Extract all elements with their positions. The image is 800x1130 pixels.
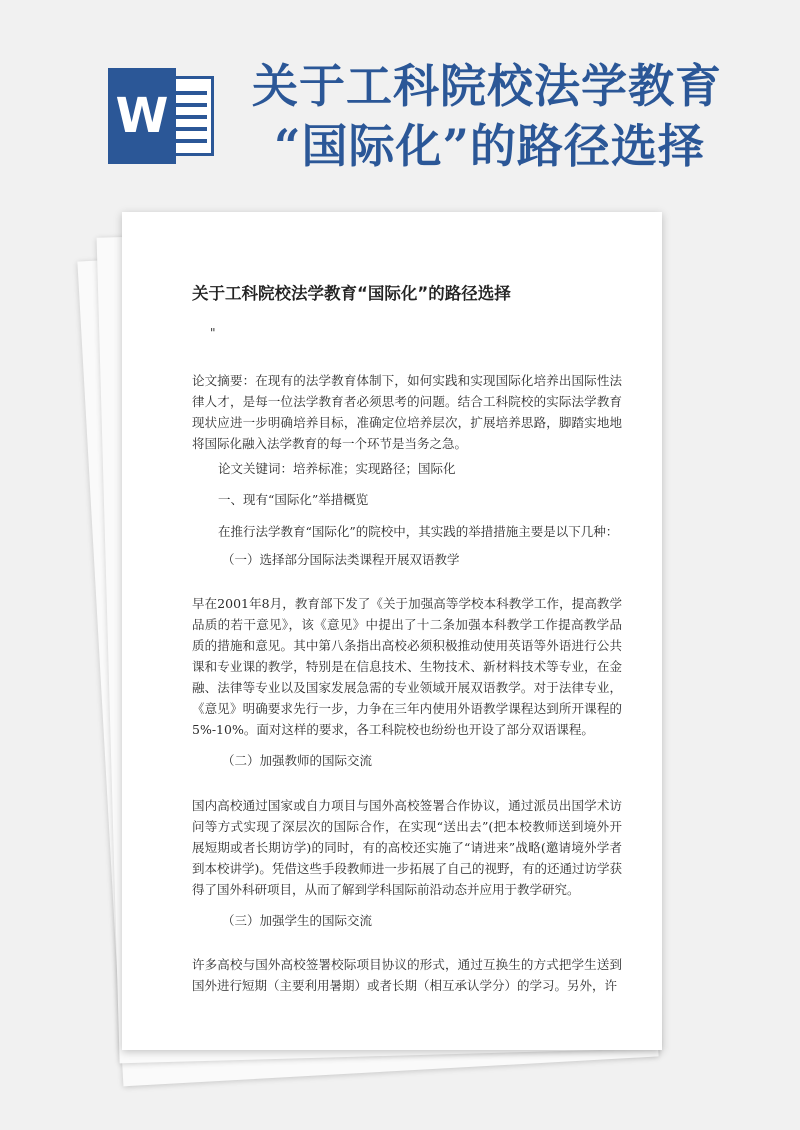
subsection3-heading: （三）加强学生的国际交流 (222, 913, 373, 928)
document-body (192, 282, 622, 996)
section1-intro: 在推行法学教育“国际化”的院校中，其实践的举措措施主要是以下几种： (218, 524, 619, 539)
word-logo-icon (108, 68, 218, 164)
subsection2-heading: （二）加强教师的国际交流 (222, 753, 373, 768)
stray-mark: " (210, 326, 216, 340)
banner-title-line1: 关于工科院校法学教育 (252, 59, 722, 113)
word-letter-box (108, 68, 176, 164)
document-page (122, 212, 662, 1050)
document-title: 关于工科院校法学教育“国际化”的路径选择 (192, 284, 511, 303)
abstract-paragraph: 论文摘要：在现有的法学教育体制下，如何实践和实现国际化培养出国际性法律人才，是每一位法学教育者必须思考的问题。结合工科院校的实际法学教育现状应进一步明确培养目标，准确定位培养层次，扩展培养思路，脚踏实地地将国际化融入法学教育的每一个环节是当务之急。 (192, 373, 622, 451)
banner-title (252, 56, 772, 176)
banner (0, 0, 800, 200)
banner-title-line2: “国际化”的路径选择 (274, 119, 705, 173)
subsection1-body: 早在2001年8月，教育部下发了《关于加强高等学校本科教学工作，提高教学品质的若干意见》，该《意见》中提出了十二条加强本科教学工作提高教学品质的措施和意见。其中第八条指出高校必须积极推动使用英语等外语进行公共课和专业课的教学，特别是在信息技术、生物技术、新材料技术等专业，在金融、法律等专业以及国家发展急需的专业领域开展双语教学。对于法律专业，《意见》明确要求先行一步，力争在三年内使用外语教学课程达到所开课程的5%-10%。面对这样的要求，各工科院校也纷纷也开设了部分双语课程。 (192, 596, 622, 737)
word-letter: W (115, 88, 169, 144)
keywords-line: 论文关键词：培养标准；实现路径；国际化 (218, 461, 456, 476)
subsection2-body: 国内高校通过国家或自力项目与国外高校签署合作协议，通过派员出国学术访问等方式实现了深层次的国际合作，在实现“送出去”(把本校教师送到境外开展短期或者长期访学)的同时，有的高校还实施了“请进来”战略(邀请境外学者到本校讲学)。凭借这些手段教师进一步拓展了自己的视野，有的还通过访学获得了国外科研项目，从而了解到学科国际前沿动态并应用于教学研究。 (192, 798, 622, 897)
subsection3-body: 许多高校与国外高校签署校际项目协议的形式，通过互换生的方式把学生送到国外进行短期（主要利用暑期）或者长期（相互承认学分）的学习。另外，许 (192, 957, 622, 993)
section1-heading: 一、现有“国际化”举措概览 (218, 492, 369, 507)
subsection1-heading: （一）选择部分国际法类课程开展双语教学 (222, 552, 460, 567)
